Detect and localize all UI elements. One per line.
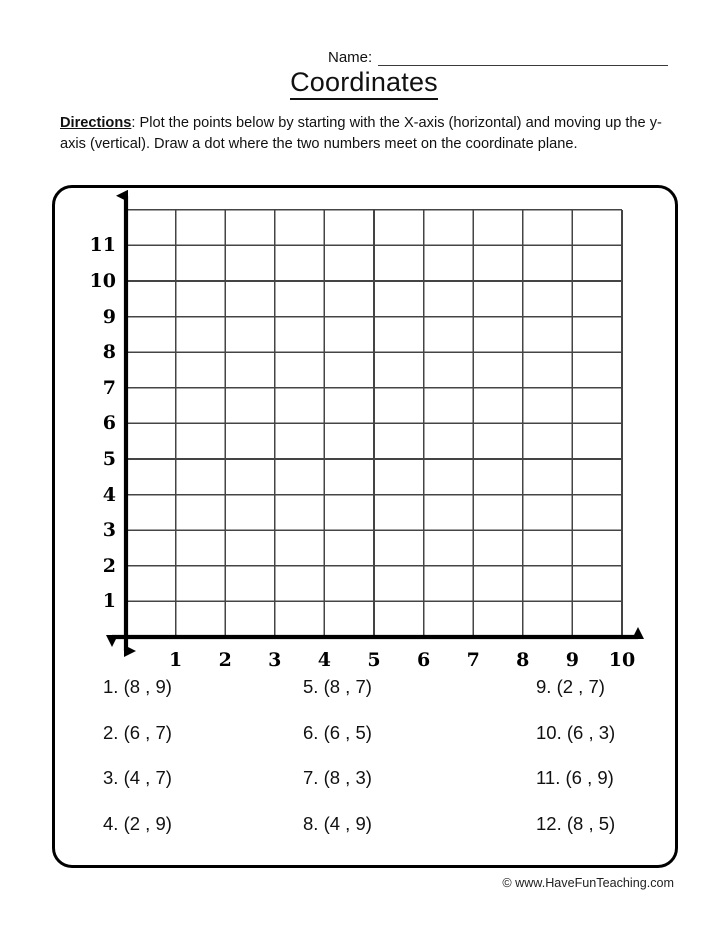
y-axis-tick-label: 6 — [102, 412, 116, 435]
problem-item: 2. (6 , 7) — [103, 721, 172, 743]
grid-lines — [126, 210, 622, 637]
problem-item: 9. (2 , 7) — [536, 676, 605, 697]
footer-credit: © www.HaveFunTeaching.com — [502, 876, 674, 890]
y-axis-tick-label: 9 — [102, 305, 116, 328]
problem-item: 12. (8 , 5) — [536, 812, 616, 834]
x-axis-tick-label: 1 — [168, 649, 183, 671]
problem-item: 10. (6 , 3) — [536, 721, 616, 743]
x-axis-tick-label: 6 — [416, 649, 431, 671]
y-axis-tick-label: 2 — [102, 554, 116, 577]
x-axis-tick-label: 9 — [565, 649, 580, 671]
name-write-in-line[interactable] — [378, 51, 668, 66]
problem-item: 4. (2 , 9) — [103, 812, 172, 834]
y-axis-tick-label: 8 — [102, 341, 116, 364]
name-label: Name: — [328, 49, 373, 66]
x-axis-tick-label: 5 — [367, 649, 381, 671]
problem-item: 1. (8 , 9) — [103, 676, 172, 697]
directions-text: : Plot the points below by starting with the X-axis (horizontal) and moving up the y-axis (vertical). Draw a dot where the two numbers meet on the coordinate plane. — [60, 115, 662, 152]
x-axis-tick-label: 7 — [466, 649, 480, 671]
y-axis-tick-label: 5 — [102, 448, 116, 470]
y-axis-tick-label: 11 — [89, 234, 116, 257]
page-title — [0, 66, 728, 98]
name-field-row — [328, 44, 668, 66]
problem-item: 5. (8 , 7) — [303, 676, 372, 697]
problem-item: 6. (6 , 5) — [303, 721, 372, 743]
x-axis-tick-label: 8 — [516, 649, 530, 671]
problem-item: 8. (4 , 9) — [303, 812, 372, 834]
page-title-text: Coordinates — [290, 67, 438, 100]
y-axis-tick-label: 3 — [102, 519, 116, 542]
y-axis-tick-label: 10 — [89, 270, 116, 292]
x-axis-tick-label: 3 — [268, 649, 282, 671]
problem-item: 3. (4 , 7) — [103, 767, 172, 788]
directions-label: Directions — [60, 115, 132, 131]
x-axis-tick-label: 2 — [218, 649, 232, 671]
y-axis-tick-label: 1 — [102, 590, 116, 613]
problem-item: 7. (8 , 3) — [303, 767, 372, 788]
x-axis-tick-label: 4 — [317, 649, 332, 671]
y-axis-tick-label: 4 — [102, 483, 116, 506]
problems-list — [55, 676, 681, 861]
x-axis-tick-label: 10 — [608, 649, 636, 671]
y-axis-tick-label: 7 — [102, 376, 116, 399]
directions-paragraph — [60, 113, 672, 155]
worksheet-panel — [52, 185, 678, 868]
problem-item: 11. (6 , 9) — [536, 767, 614, 788]
coordinate-grid-svg — [55, 188, 681, 678]
